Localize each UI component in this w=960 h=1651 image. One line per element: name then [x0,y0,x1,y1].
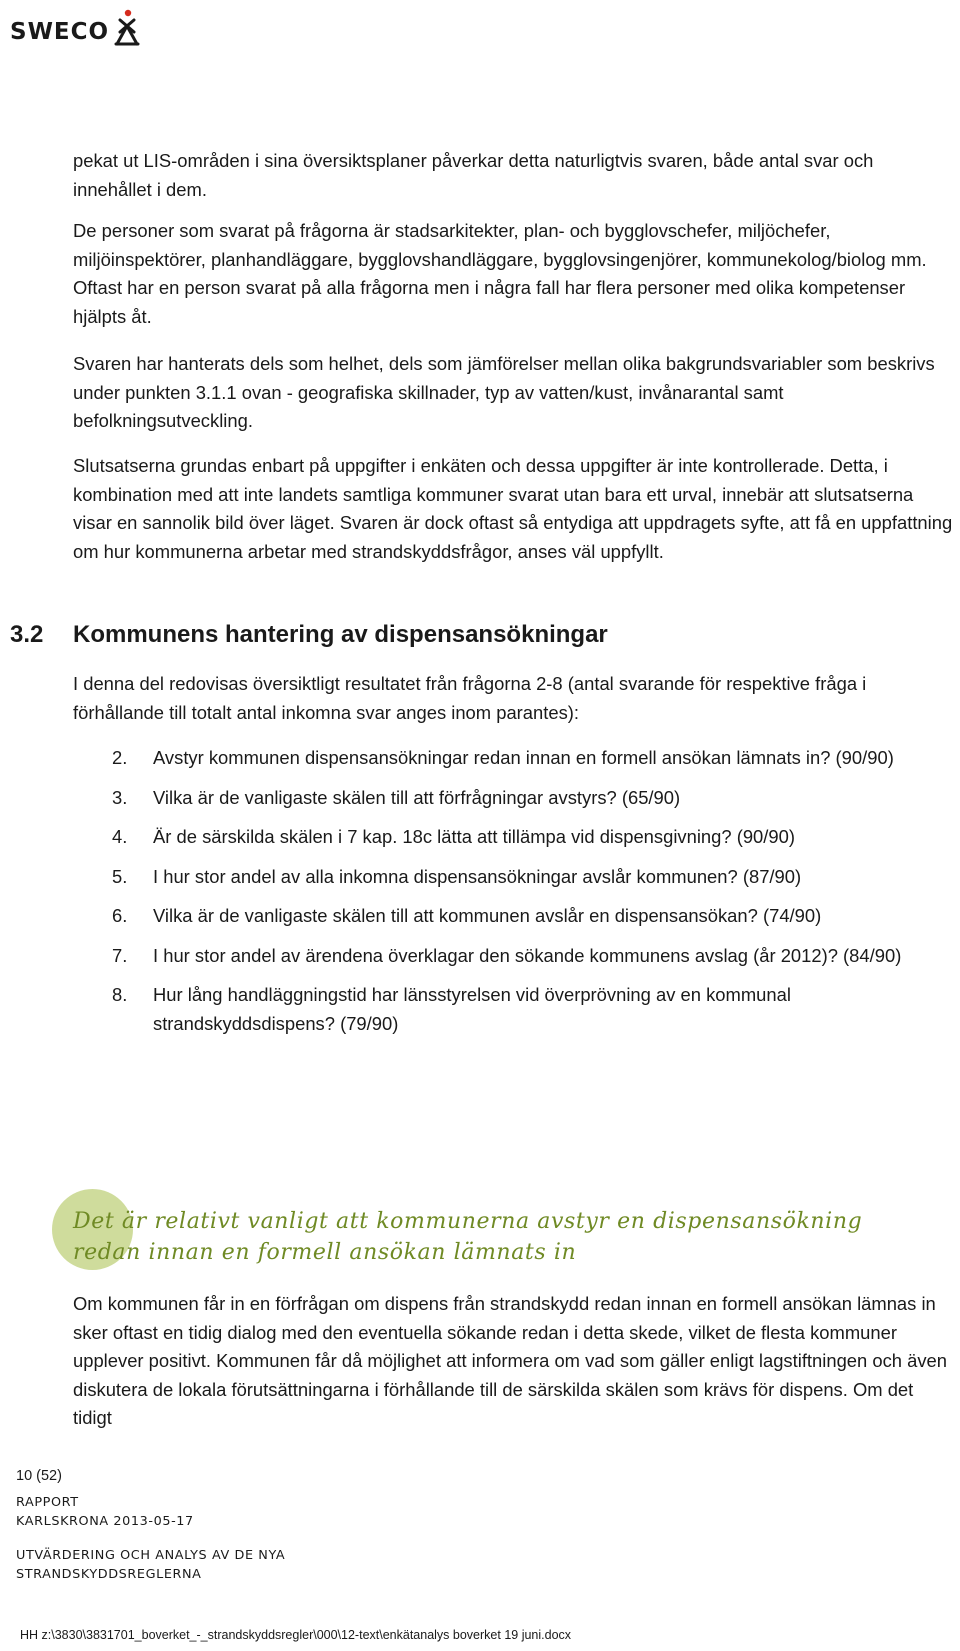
list-item: 2. Avstyr kommunen dispensansökningar redan innan en formell ansökan lämnats in? (90/90) [112,747,894,768]
doc-type: RAPPORT [16,1495,79,1510]
page-number: 10 (52) [16,1468,62,1484]
logo-text: SWECO [10,19,110,45]
paragraph-conclusions: Slutsatserna grundas enbart på uppgifter i enkäten och dessa uppgifter är inte kontrollerade. Detta, i kombination med att inte landets samtliga kommuner svarat utan bara ett urval, innebär att slutsatserna visar en sannolik bild över läget. Svaren är dock oftast så entydiga att uppdragets syfte, att få en uppfattning om hur kommunerna arbetar med strandskyddsfrågor, anses väl uppfyllt. [73,455,953,562]
sweco-logo [10,4,142,48]
pullquote: Det är relativt vanligt att kommunerna avstyr en dispensansökning redan innan en formell ansökan lämnats in [73,1209,863,1265]
paragraph-respondents: De personer som svarat på frågorna är stadsarkitekter, plan- och bygglovschefer, miljöchefer, miljöinspektörer, planhandläggare, bygglovshandläggare, bygglovsingenjörer, kommunekolog/biolog mm. Oftast har en person svarat på alla frågorna men i några fall har flera personer med olika kompetenser hjälpts åt. [73,220,927,327]
file-path: HH z:\3830\3831701_boverket_-_strandskyddsregler\000\12-text\enkätanalys boverket 19 juni.docx [20,1628,572,1642]
list-item: 6. Vilka är de vanligaste skälen till att kommunen avslår en dispensansökan? (74/90) [112,905,822,926]
list-item: 4. Är de särskilda skälen i 7 kap. 18c lätta att tillämpa vid dispensgivning? (90/90) [112,826,795,847]
list-item: 7. I hur stor andel av ärendena överklagar den sökande kommunens avslag (år 2012)? (84/90) [112,944,902,966]
doc-title-line2: STRANDSKYDDSREGLERNA [16,1567,202,1582]
list-item: 5. I hur stor andel av alla inkomna dispensansökningar avslår kommunen? (87/90) [112,865,802,887]
list-item: 3. Vilka är de vanligaste skälen till att förfrågningar avstyrs? (65/90) [112,786,681,808]
paragraph-intro-continuation: pekat ut LIS-områden i sina översiktsplaner påverkar detta naturligtvis svaren, både antal svar och innehållet i dem. [73,150,874,200]
doc-title-line1: UTVÄRDERING OCH ANALYS AV DE NYA [16,1548,286,1563]
section-title: Kommunens hantering av dispensansökningar [73,621,608,648]
paragraph-analysis-method: Svaren har hanterats dels som helhet, dels som jämförelser mellan olika bakgrundsvariabler som beskrivs under punkten 3.1.1 ovan - geografiska skillnader, typ av vatten/kust, invånarantal samt befolkningsutveckling. [73,353,935,431]
section-number: 3.2 [10,621,44,648]
section-heading [10,620,608,650]
paragraph-dialog: Om kommunen får in en förfrågan om dispens från strandskydd redan innan en formell ansökan lämnas in sker oftast en tidig dialog med den eventuella sökande redan i detta skede, vilket de flesta kommuner upplever positivt. Kommunen får då möjlighet att informera om vad som gäller enligt lagstiftningen och även diskutera de lokala förutsättningarna i förhållande till de särskilda skälen som krävs för dispens. Om det tidigt [73,1293,948,1428]
sweco-star-logo-icon [112,8,142,48]
place-date: KARLSKRONA 2013-05-17 [16,1514,194,1529]
list-item: 8. Hur lång handläggningstid har länsstyrelsen vid överprövning av en kommunal strandskyddsdispens? (79/90) [112,984,791,1034]
question-list [112,744,960,1038]
paragraph-section-intro: I denna del redovisas översiktligt resultatet från frågorna 2-8 (antal svarande för respektive fråga i förhållande till totalt antal inkomna svar anges inom parantes): [73,673,867,723]
